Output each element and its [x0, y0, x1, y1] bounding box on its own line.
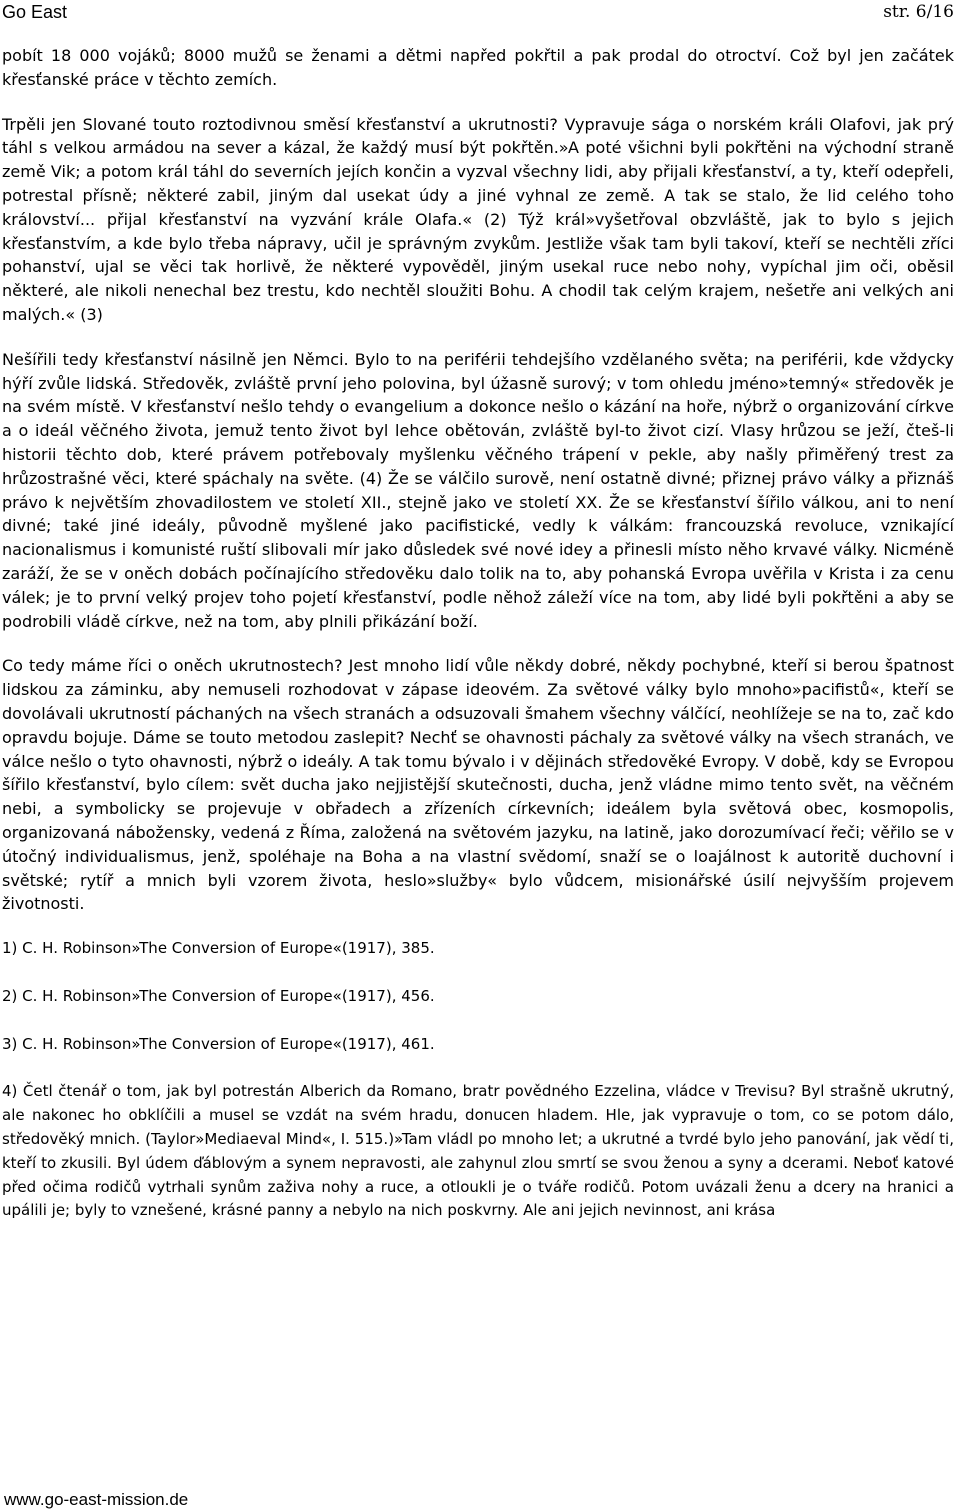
document-body	[2, 44, 954, 1247]
paragraph-2: Trpěli jen Slované touto roztodivnou směsí křesťanství a ukrutnosti? Vypravuje sága o norském králi Olafovi, jak prý táhl s velkou armádou na sever a kázal, že každý musí být pokřtěn.»A poté všichni byli pokřtěni na východní straně země Vik; a potom král táhl do severních jejích končin a vyzval všechny lidi, aby přijali křesťanství, a ty, kteří odepřeli, potrestal přísně; některé zabil, jiným dal usekat údy a jiné vyhnal ze země. A tak se stalo, že lid celého toho království... přijal křesťanství na vyzvání krále Olafa.« (2) Týž král»vyšetřoval obzvláště, jak to bylo s jejich křesťanstvím, a kde bylo třeba nápravy, učil je správným zvykům. Jestliže však tam byli takoví, kteří se nechtěli zříci pohanství, ujal se věci tak horlivě, že některé vypověděl, jiným usekal ruce nebo nohy, vypíchal jim oči, oběsil některé, ale nikoli nenechal bez trestu, kdo nechtěl sloužiti Bohu. A chodil tak celým krajem, nešetře ani velkých ani malých.« (3)	[2, 114, 954, 324]
footnote-1: 1) C. H. Robinson»The Conversion of Europe«(1917), 385.	[2, 939, 435, 958]
header-site-title: Go East	[2, 1, 68, 22]
footnote-3: 3) C. H. Robinson»The Conversion of Europe«(1917), 461.	[2, 1034, 435, 1053]
footnote-4: 4) Četl čtenář o tom, jak byl potrestán Alberich da Romano, bratr povědného Ezzelina, vládce v Trevisu? Byl strašně ukrutný, ale nakonec ho obklíčili a musel se vzdát na svém hradu, donucen hladem. Hle, jak vypravuje o tom, co se potom dálo, středověký mnich. (Taylor»Mediaeval Mind«, I. 515.)»Tam vládl po mnoho let; a ukrutné a tvrdé bylo jeho panování, jak vědí ti, kteří to zkusili. Byl údem ďáblovým a synem nepravosti, ale zahynul zlou smrtí se svou ženou a syny a dcerami. Neboť katové před očima rodičů vytrhali synům zaživa nohy a ruce, a otloukli je o tváře rodičů. Potom uvázali ženu a dcery na hranici a upálili je; byly to vznešené, krásné panny a nebylo na nich poskvrny. Ale ani jejich nevinnost, ani krása	[2, 1082, 954, 1220]
page-number: str. 6/16	[883, 2, 954, 22]
paragraph-1: pobít 18 000 vojáků; 8000 mužů se ženami a dětmi napřed pokřtil a pak prodal do otroctví. Což byl jen začátek křesťanské práce v těchto zemích.	[2, 46, 954, 89]
paragraph-3: Nešířili tedy křesťanství násilně jen Němci. Bylo to na periférii tehdejšího vzdělaného světa; na periférii, kde vždycky hýří zvůle lidská. Středověk, zvláště první jeho polovina, byl úžasně surový; v tom ohledu jméno»temný« středověk je na svém místě. V křesťanství nešlo tehdy o evangelium a dokonce nešlo o kázání na hoře, nýbrž o organizování církve a o ideál věčného života, jemuž tento život byl lehce obětován, zvláště byl-to život cizí. Vlasy hrůzou se ježí, čteš-li historii těchto dob, které právem potřebovaly myšlenku věčného trápení v pekle, aby našly přiměřený trest za hrůzostrašné věci, které spáchaly na světe. (4) Že se válčilo surově, není ostatně divné; přiznej právo války a přiznáš právo k největším zhovadilostem ve století XII., stejně jako ve století XX. Že se křesťanství šířilo válkou, ani to není divné; také jiné ideály, původně myšlené jako pacifistické, vedly k válkám: francouzská revoluce, vznikající nacionalismus i komunisté ruští slibovali mír jako důsledek své nové idey a přinesli místo něho krvavé války. Nicméně zaráží, že se v oněch dobách počínajícího středověku dalo tolik na to, aby pohanská Evropa uvěřila v Krista i za cenu válek; je to první velký projev toho pojetí křesťanství, podle něhož záleží více na tom, aby lidé byli pokřtěni a aby se podrobili vládě církve, než na tom, aby plnili přikázání boží.	[2, 349, 954, 631]
footnote-2: 2) C. H. Robinson»The Conversion of Europe«(1917), 456.	[2, 986, 435, 1005]
page-footer-url: www.go-east-mission.de	[4, 1490, 189, 1509]
page-header	[0, 0, 960, 24]
paragraph-4: Co tedy máme říci o oněch ukrutnostech? Jest mnoho lidí vůle někdy dobré, někdy pochybné, kteří si berou špatnost lidskou za záminku, aby nemuseli rozhodovat v zápase ideovém. Za světové války bylo mnoho»pacifistů«, kteří se dovolávali ukrutností páchaných na všech stranách a odsuzovali šmahem všechny válčící, neohlížeje se na to, zač kdo opravdu bojuje. Dáme se touto metodou zaslepit? Nechť se ohavnosti páchaly za světové války na všech stranách, ve válce nešlo o tyto ohavnosti, nýbrž o ideály. A tak tomu bývalo i v dějinách středověké Evropy. V době, kdy se Evropou šířilo křesťanství, bylo cílem: svět ducha jako nejjistější skutečnosti, ducha, jenž vládne mimo tento svět, na věčném nebi, a symbolicky se projevuje v obřadech a zřízeních církevních; ideálem byla světová obec, kosmopolis, organizovaná nábožensky, vedená z Říma, založená na světovém jazyku, na latině, jako dorozumívací řeči; věřilo se v útočný individualismus, jenž, spoléhaje na Boha a na vlastní svědomí, snaží se o loajálnost k autoritě duchovní i světské; rytíř a mnich byli vzorem života, heslo»služby« bylo vůdcem, misionářské úsilí nejvyšším projevem životnosti.	[2, 656, 954, 914]
